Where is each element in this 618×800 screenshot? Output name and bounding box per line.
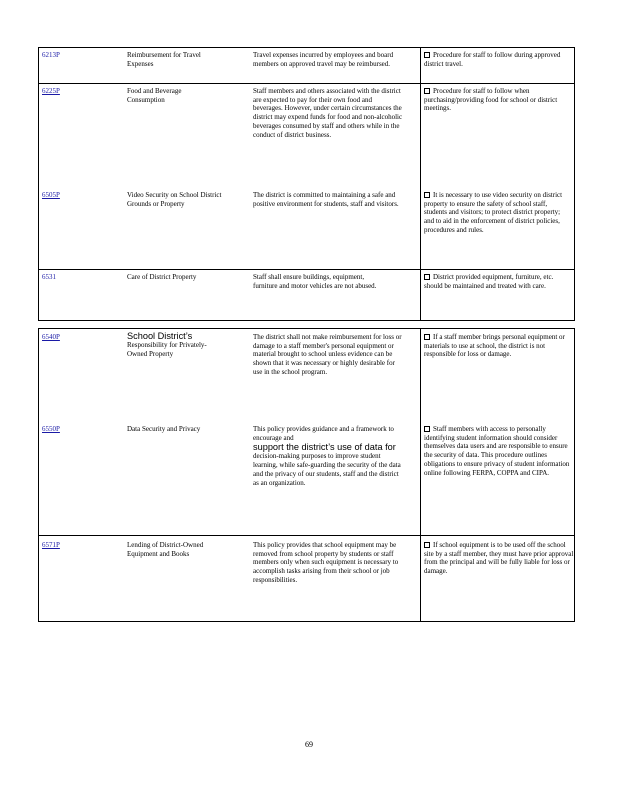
policy-purpose (424, 51, 562, 68)
policy-description: Staff shall ensure buildings, equipment, furniture and motor vehicles are not abused. (253, 273, 377, 290)
table2-left-border (38, 328, 39, 622)
table1-column-divider (420, 47, 421, 321)
checkbox-bullet-icon (424, 274, 430, 280)
policy-title: Lending of District-Owned Equipment and Books (127, 541, 204, 558)
checkbox-bullet-icon (424, 88, 430, 94)
policy-description: The district is committed to maintaining a safe and positive environment for students, staff and visitors. (253, 191, 399, 208)
checkbox-bullet-icon (424, 334, 430, 340)
table1-row-divider (38, 83, 574, 84)
policy-number-link[interactable]: 6540P (42, 333, 60, 341)
table2-right-border (574, 328, 575, 622)
policy-purpose-text: If a staff member brings personal equipment or materials to use at school, the district is not responsible for loss or damage. (424, 333, 565, 359)
policy-number-link[interactable]: 6531 (42, 273, 56, 281)
table1-top-border (38, 47, 574, 48)
policy-purpose-text: District provided equipment, furniture, etc. should be maintained and treated with care. (424, 273, 554, 290)
policy-number-link[interactable]: 6571P (42, 541, 60, 549)
policy-description (253, 425, 405, 487)
checkbox-bullet-icon (424, 192, 430, 198)
policy-number-link[interactable]: 6505P (42, 191, 60, 199)
table2-row-divider (38, 535, 574, 536)
policy-description: Travel expenses incurred by employees and board members on approved travel may be reimbursed. (253, 51, 394, 68)
checkbox-bullet-icon (424, 52, 430, 58)
policy-number-link[interactable]: 6213P (42, 51, 60, 59)
policy-purpose (424, 191, 566, 235)
policy-title-heading: School District’s (127, 331, 193, 341)
policy-description: This policy provides that school equipment may be removed from school property by students or staff members only when such equipment is necessary to accomplish tasks arising from their school or job responsibilities. (253, 541, 399, 584)
policy-title: Video Security on School District Grounds or Property (127, 191, 222, 208)
policy-number-link[interactable]: 6225P (42, 87, 60, 95)
policy-description: Staff members and others associated with the district are expected to pay for their own food and beverages. However, under certain circumstances the district may expend funds for food and non-alcoholic beverages consumed by staff and others while in the conduct of district business. (253, 87, 403, 139)
policy-title (127, 331, 212, 358)
table2-bottom-border (38, 621, 574, 622)
policy-description-emphasis: support the district’s use of data for (253, 442, 396, 453)
table1-bottom-border (38, 320, 574, 321)
policy-purpose (424, 87, 562, 113)
table1-left-border (38, 47, 39, 321)
checkbox-bullet-icon (424, 426, 430, 432)
policy-title: Data Security and Privacy (127, 425, 201, 433)
policy-description-text: decision-making purposes to improve student learning, while safe-guarding the security of the data and the privacy of our students, staff and the district as an organization. (253, 452, 401, 487)
policy-description: The district shall not make reimbursement for loss or damage to a staff member's personal equipment or material brought to school unless evidence can be shown that it was necessary or highly desirable for use in the school program. (253, 333, 402, 376)
table1-right-border (574, 47, 575, 321)
policy-purpose-text: If school equipment is to be used off the school site by a staff member, they must have prior approval from the principal and will be fully liable for loss or damage. (424, 541, 574, 576)
policy-purpose (424, 425, 570, 477)
policy-purpose (424, 273, 559, 290)
checkbox-bullet-icon (424, 542, 430, 548)
policy-number-link[interactable]: 6550P (42, 425, 60, 433)
policy-purpose-text: It is necessary to use video security on district property to ensure the safety of school staff, students and visitors; to protect district property; and to aid in the enforcement of district policies, procedures and rules. (424, 191, 563, 234)
policy-purpose-text: Procedure for staff to follow during approved district travel. (424, 51, 561, 68)
policy-title-text: Responsibility for Privately-Owned Property (127, 341, 207, 358)
table2-column-divider (420, 328, 421, 622)
policy-purpose-text: Staff members with access to personally identifying student information should consider themselves data users and are responsible to ensure the security of data. This procedure outlines obligations to ensure privacy of student information online following FERPA, COPPA and CIPA. (424, 425, 570, 477)
policy-title: Care of District Property (127, 273, 197, 281)
policy-title: Food and Beverage Consumption (127, 87, 182, 104)
page-number: 69 (305, 740, 313, 749)
table2-top-border (38, 328, 574, 329)
policy-title: Reimbursement for Travel Expenses (127, 51, 201, 68)
policy-purpose (424, 333, 574, 359)
policy-description-text: This policy provides guidance and a framework to encourage and (253, 425, 394, 442)
table1-row-divider (38, 269, 574, 270)
policy-purpose (424, 541, 574, 576)
policy-purpose-text: Procedure for staff to follow when purchasing/providing food for school or district meetings. (424, 87, 558, 113)
